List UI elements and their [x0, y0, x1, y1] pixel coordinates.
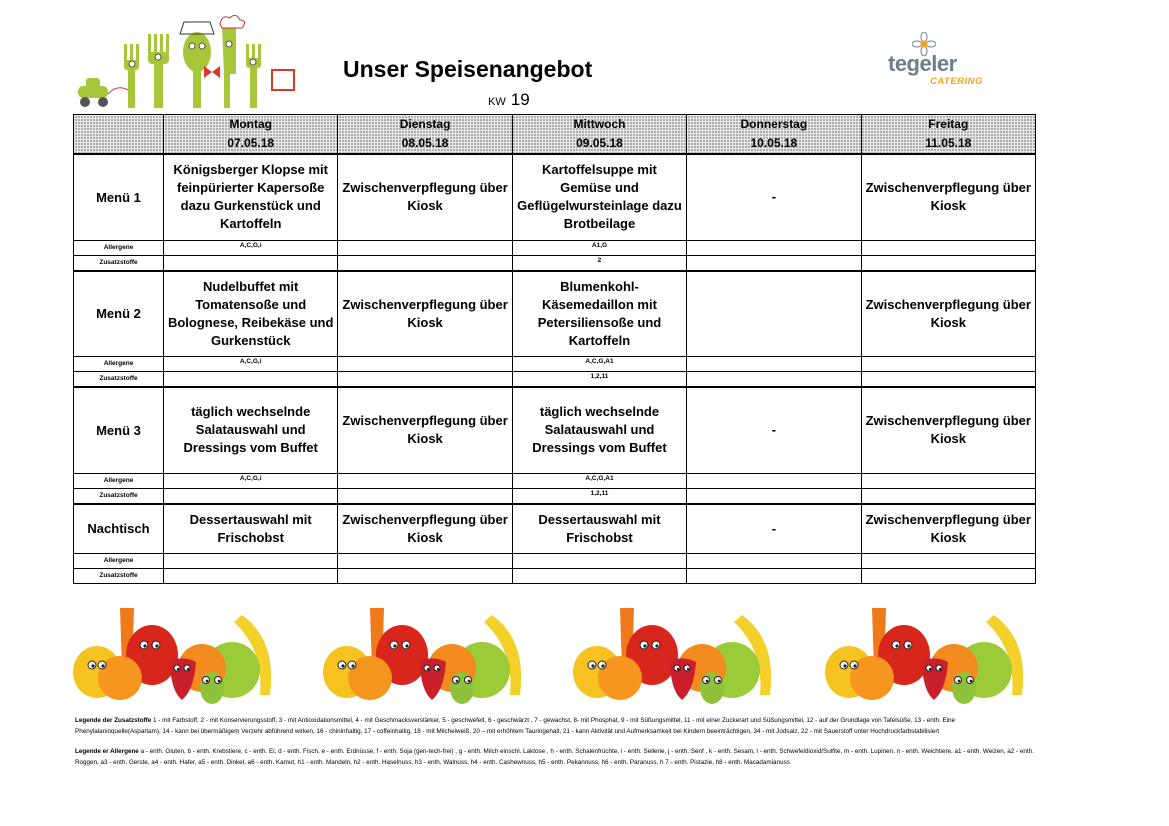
- zusatzstoffe-cell: [164, 569, 338, 584]
- allergene-cell: A,C,G,A1: [512, 473, 686, 488]
- dish-cell: Zwischenverpflegung über Kiosk: [861, 387, 1035, 473]
- menu-row: [74, 504, 1036, 554]
- zusatzstoffe-cell: [164, 488, 338, 504]
- cutlery-family-logo-icon: [72, 14, 304, 114]
- zusatzstoffe-cell: [687, 488, 861, 504]
- menu-label: Menü 1: [74, 154, 164, 240]
- zusatzstoffe-cell: [512, 569, 686, 584]
- allergene-cell: [687, 554, 861, 569]
- zusatzstoffe-label: Zusatzstoffe: [74, 569, 164, 584]
- day-header: Mittwoch 09.05.18: [512, 115, 686, 155]
- allergene-cell: A,C,G,i: [164, 473, 338, 488]
- legend-allergen-text: a - enth. Gluten, b - enth. Krebstiere, c - enth. Ei, d - enth. Fisch, e - enth. Erdnüsse, f - enth. Soja (gen-tech-frei) , g - enth. Milch einschl. Laktose , h - enth. Schalenfrüchte, i - enth. Sellerie, j - enth. Senf , k - enth. Sesam, l - enth. Schwefeldioxid/Sulfite, m - enth. Lupinen, n - enth. Weichtiere, a1 - enth. Weizen, a2 - enth. Roggen, a3 - enth. Gerste, a4 - enth. Hafer, a5 - enth. Dinkel, a6 - enth. Kamut, h1 - enth. Mandeln, h2 - enth. Haselnuss, h3 - enth. Walnuss, h4 - enth. Cashewnuss, h5 - enth. Pekannuss, h6 - enth. Paranuss, h 7 - enth. Pistazie, h8 - enth. Macadamianuss: [75, 748, 1034, 766]
- zusatzstoffe-cell: [338, 488, 512, 504]
- menu-label: Nachtisch: [74, 504, 164, 554]
- page-title: Unser Speisenangebot: [343, 56, 593, 82]
- allergene-cell: [512, 554, 686, 569]
- zusatzstoffe-label: Zusatzstoffe: [74, 255, 164, 271]
- legend-allergene: [75, 747, 1035, 768]
- day-header: Dienstag 08.05.18: [338, 115, 512, 155]
- menu-label: Menü 2: [74, 271, 164, 357]
- menu-row: [74, 387, 1036, 473]
- zusatzstoffe-cell: 1,2,11: [512, 488, 686, 504]
- dish-cell: -: [687, 154, 861, 240]
- zusatzstoffe-cell: 1,2,11: [512, 372, 686, 388]
- zusatzstoffe-cell: [164, 372, 338, 388]
- zusatzstoffe-row: [74, 569, 1036, 584]
- zusatzstoffe-row: [74, 255, 1036, 271]
- allergene-label: Allergene: [74, 473, 164, 488]
- dish-cell: Zwischenverpflegung über Kiosk: [338, 271, 512, 357]
- dish-cell: Kartoffelsuppe mit Gemüse und Geflügelwursteinlage dazu Brotbeilage: [512, 154, 686, 240]
- zusatzstoffe-cell: [861, 569, 1035, 584]
- allergene-row: [74, 357, 1036, 372]
- zusatzstoffe-cell: [164, 255, 338, 271]
- dish-cell: Zwischenverpflegung über Kiosk: [338, 504, 512, 554]
- zusatzstoffe-cell: [861, 255, 1035, 271]
- dish-cell: täglich wechselnde Salatauswahl und Dressings vom Buffet: [512, 387, 686, 473]
- legend-allergen-title: Legende er Allergene: [75, 748, 139, 755]
- allergene-cell: [861, 240, 1035, 255]
- allergene-row: [74, 240, 1036, 255]
- dish-cell: Königsberger Klopse mit feinpürierter Kapersoße dazu Gurkenstück und Kartoffeln: [164, 154, 338, 240]
- allergene-cell: [861, 554, 1035, 569]
- zusatzstoffe-cell: [687, 569, 861, 584]
- day-header: Montag 07.05.18: [164, 115, 338, 155]
- allergene-label: Allergene: [74, 554, 164, 569]
- legend-zusatz-text: 1 - mit Farbstoff, 2 - mit Konservierungsstoff, 3 - mit Antioxidationsmittel, 4 - mit Geschmacksverstärker, 5 - geschwefelt, 6 - geschwärzt , 7 - gewachst, 8- mit Phosphat, 9 - mit Süßungsmittel, 11 - mit einer Zuckerart und Süßungsmittel, 12 - auf der Grundlage von Tafelsüße, 13 - enth. Eine Phenylalaninquelle(Aspartam), 14 - kann bei übermäßigem Verzehr abführend wirken, 16 - chininhaltig, 17 - coffeinhaltig, 18 - mit Milcheiweiß, 20 – mit erhöhtem Tauringehalt, 21 - kann Aktivität und Aufmerksamkeit bei Kindern beeinträchtigen, 34 - mit Jodsalz, 22 - mit Sauerstoff unter Hochdruckfarbstabilisiert: [75, 717, 956, 735]
- zusatzstoffe-label: Zusatzstoffe: [74, 488, 164, 504]
- allergene-cell: [687, 473, 861, 488]
- dish-cell: Nudelbuffet mit Tomatensoße und Bolognese, Reibekäse und Gurkenstück: [164, 271, 338, 357]
- allergene-cell: [338, 554, 512, 569]
- allergene-cell: [687, 240, 861, 255]
- menu-row: [74, 271, 1036, 357]
- menu-label: Menü 3: [74, 387, 164, 473]
- dish-cell: Zwischenverpflegung über Kiosk: [861, 271, 1035, 357]
- zusatzstoffe-cell: [687, 372, 861, 388]
- zusatzstoffe-row: [74, 488, 1036, 504]
- dish-cell: Zwischenverpflegung über Kiosk: [861, 504, 1035, 554]
- brand-logo: [888, 34, 988, 94]
- table-header-row: [74, 115, 1036, 155]
- zusatzstoffe-cell: [861, 488, 1035, 504]
- allergene-cell: [861, 473, 1035, 488]
- allergene-row: [74, 554, 1036, 569]
- menu-row: [74, 154, 1036, 240]
- allergene-cell: [338, 357, 512, 372]
- allergene-cell: [338, 473, 512, 488]
- allergene-cell: [338, 240, 512, 255]
- zusatzstoffe-row: [74, 372, 1036, 388]
- dish-cell: Blumenkohl-Käsemedaillon mit Petersiliensoße und Kartoffeln: [512, 271, 686, 357]
- zusatzstoffe-cell: [861, 372, 1035, 388]
- zusatzstoffe-cell: 2: [512, 255, 686, 271]
- kw-number: 19: [510, 90, 530, 109]
- zusatzstoffe-cell: [687, 255, 861, 271]
- day-header: Freitag 11.05.18: [861, 115, 1035, 155]
- allergene-cell: A,C,G,i: [164, 240, 338, 255]
- dish-cell: -: [687, 504, 861, 554]
- allergene-label: Allergene: [74, 240, 164, 255]
- zusatzstoffe-label: Zusatzstoffe: [74, 372, 164, 388]
- dish-cell: [687, 271, 861, 357]
- allergene-cell: A,C,G,i: [164, 357, 338, 372]
- legend: [75, 716, 1035, 778]
- allergene-row: [74, 473, 1036, 488]
- zusatzstoffe-cell: [338, 255, 512, 271]
- kw-label: KW: [488, 96, 506, 108]
- allergene-cell: [164, 554, 338, 569]
- brand-sub: CATERING: [930, 76, 983, 87]
- header-corner: [74, 115, 164, 155]
- menu-table: [73, 114, 1036, 584]
- allergene-cell: A1,G: [512, 240, 686, 255]
- calendar-week: [488, 90, 530, 110]
- brand-name: tegeler: [888, 51, 957, 76]
- zusatzstoffe-cell: [338, 372, 512, 388]
- dish-cell: Zwischenverpflegung über Kiosk: [861, 154, 1035, 240]
- dish-cell: Dessertauswahl mit Frischobst: [164, 504, 338, 554]
- allergene-cell: [687, 357, 861, 372]
- dish-cell: -: [687, 387, 861, 473]
- dish-cell: Dessertauswahl mit Frischobst: [512, 504, 686, 554]
- allergene-label: Allergene: [74, 357, 164, 372]
- legend-zusatzstoffe: [75, 716, 1035, 737]
- dish-cell: Zwischenverpflegung über Kiosk: [338, 387, 512, 473]
- allergene-cell: A,C,G,A1: [512, 357, 686, 372]
- dish-cell: täglich wechselnde Salatauswahl und Dressings vom Buffet: [164, 387, 338, 473]
- dish-cell: Zwischenverpflegung über Kiosk: [338, 154, 512, 240]
- fruit-characters-illustration: [72, 600, 1036, 705]
- day-header: Donnerstag 10.05.18: [687, 115, 861, 155]
- zusatzstoffe-cell: [338, 569, 512, 584]
- legend-zusatz-title: Legende der Zusatzstoffe: [75, 717, 152, 724]
- allergene-cell: [861, 357, 1035, 372]
